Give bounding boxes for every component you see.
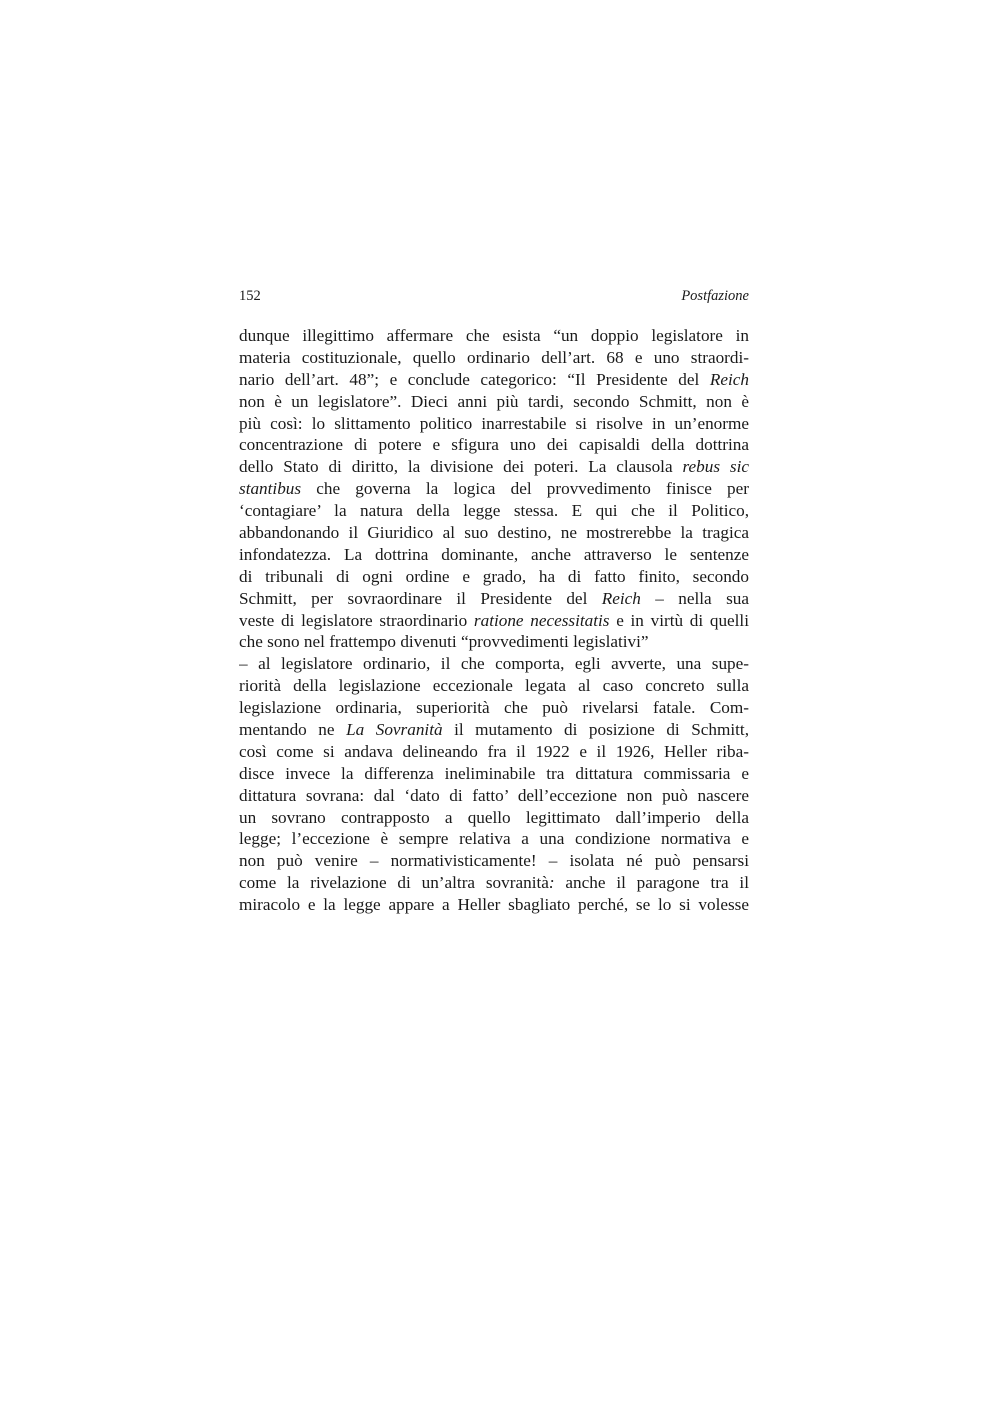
text-line: più così: lo slittamento politico inarrestabile si risolve in un’enorme (239, 413, 749, 433)
text-line: materia costituzionale, quello ordinario dell’art. 68 e uno straordi- (239, 347, 749, 367)
text-line: infondatezza. La dottrina dominante, anche attraverso le sentenze (239, 544, 749, 564)
text-line: dunque illegittimo affermare che esista “un doppio legislatore in (239, 326, 749, 345)
text-line: riorità della legislazione eccezionale legata al caso concreto sulla (239, 676, 749, 696)
text-line: che sono nel frattempo divenuti “provvedimenti legislativi” (239, 632, 649, 652)
running-head (239, 288, 749, 310)
text-line: stantibus che governa la logica del provvedimento finisce per (239, 479, 749, 499)
text-line: legge; l’eccezione è sempre relativa a una condizione normativa e (239, 829, 749, 849)
text-line: come la rivelazione di un’altra sovranità: anche il paragone tra il (239, 873, 749, 893)
page-number: 152 (239, 288, 261, 304)
running-title: Postfazione (681, 288, 749, 304)
text-line: dello Stato di diritto, la divisione dei poteri. La clausola rebus sic (239, 457, 749, 477)
text-line: non può venire – normativisticamente! – isolata né può pensarsi (239, 851, 749, 871)
text-line: concentrazione di potere e sfigura uno dei capisaldi della dottrina (239, 435, 749, 455)
text-line: un sovrano contrapposto a quello legittimato dall’imperio della (239, 807, 749, 827)
text-line: disce invece la differenza ineliminabile tra dittatura commissaria e (239, 763, 749, 783)
text-line: mentando ne La Sovranità il mutamento di posizione di Schmitt, (239, 720, 749, 740)
text-line: nario dell’art. 48”; e conclude categorico: “Il Presidente del Reich (239, 369, 749, 389)
text-line: legislazione ordinaria, superiorità che può rivelarsi fatale. Com- (239, 698, 749, 718)
text-line: – al legislatore ordinario, il che comporta, egli avverte, una supe- (239, 654, 749, 674)
text-line: dittatura sovrana: dal ‘dato di fatto’ dell’eccezione non può nascere (239, 785, 749, 805)
text-line: non è un legislatore”. Dieci anni più tardi, secondo Schmitt, non è (239, 391, 749, 411)
text-line: di tribunali di ogni ordine e grado, ha di fatto finito, secondo (239, 566, 749, 586)
text-line: veste di legislatore straordinario ratione necessitatis e in virtù di quelli (239, 610, 749, 630)
text-line: ‘contagiare’ la natura della legge stessa. E qui che il Politico, (239, 501, 749, 521)
text-line: Schmitt, per sovraordinare il Presidente del Reich – nella sua (239, 588, 749, 608)
text-line: miracolo e la legge appare a Heller sbagliato perché, se lo si volesse (239, 895, 749, 915)
text-line: abbandonando il Giuridico al suo destino, ne mostrerebbe la tragica (239, 523, 749, 543)
body-text (239, 325, 749, 916)
text-line: così come si andava delineando fra il 1922 e il 1926, Heller riba- (239, 741, 749, 761)
